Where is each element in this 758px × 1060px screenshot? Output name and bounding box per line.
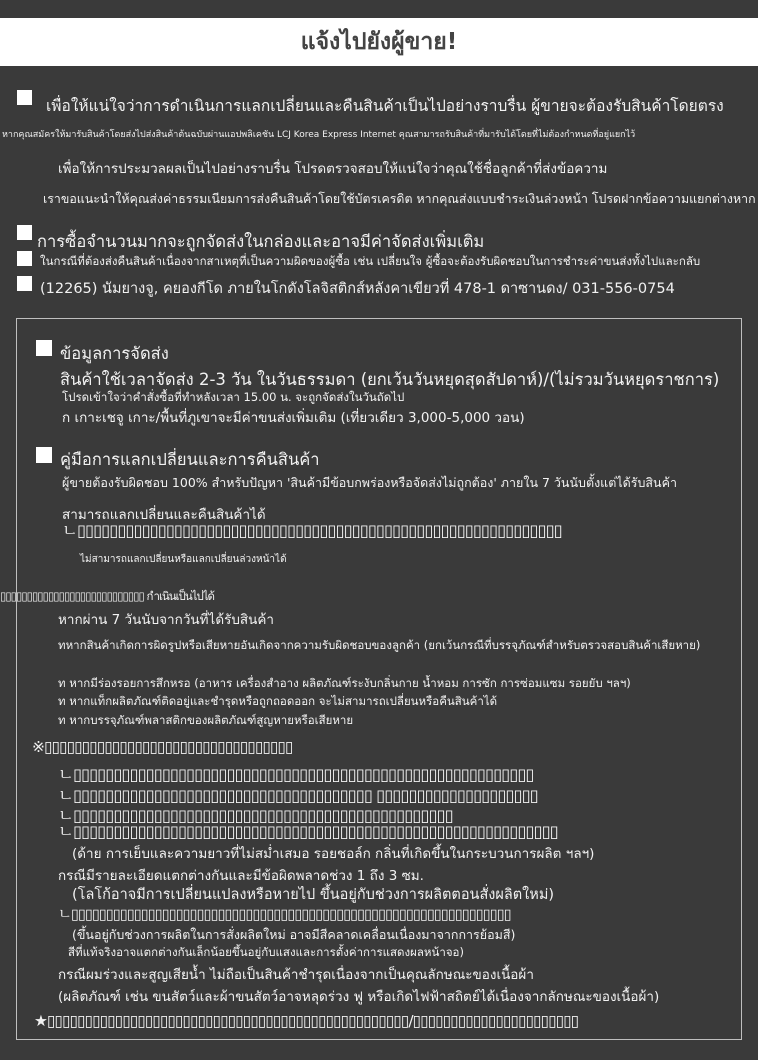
- notes-line: สีที่แท้จริงอาจแตกต่างกันเล็กน้อยขึ้นอยู่กับแสงและการตั้งค่าการแสดงผลหน้าจอ): [68, 945, 464, 959]
- shipping-line: โปรดเข้าใจว่าคำสั่งซื้อที่ทำหลังเวลา 15.00 น. จะถูกจัดส่งในวันถัดไป: [62, 390, 405, 404]
- notes-line: (โลโก้อาจมีการเปลี่ยนแปลงหรือหายไป ขึ้นอยู่กับช่วงการผลิตตอนสั่งผลิตใหม่): [72, 887, 555, 903]
- notice-line: เพื่อให้แน่ใจว่าการดำเนินการแลกเปลี่ยนและคืนสินค้าเป็นไปอย่างราบรื่น ผู้ขายจะต้องรับสินค้าโดยตรง: [46, 97, 724, 115]
- notice-line: เพื่อให้การประมวลผลเป็นไปอย่างราบรื่น โปรดตรวจสอบให้แน่ใจว่าคุณใช้ชื่อลูกค้าที่ส่งข้อความ: [58, 161, 608, 177]
- notes-line: ※▯▯▯▯▯▯▯▯▯▯▯▯▯▯▯▯▯▯▯▯▯▯▯▯▯▯▯▯▯▯▯▯▯: [32, 738, 293, 756]
- notes-line: กรณีมีรายละเอียดแตกต่างกันและมีข้อผิดพลาดช่วง 1 ถึง 3 ซม.: [58, 868, 424, 884]
- checkbox-square-icon: [17, 251, 32, 266]
- header-banner: [0, 18, 758, 66]
- return-address: (12265) นัมยางจู, คยองกีโด ภายในโกดังโลจิสติกส์หลังคาเขียวที่ 478-1 ดาซานดง/ 031-556-0754: [40, 281, 675, 297]
- checkbox-square-icon: [17, 276, 32, 291]
- exchange-line: หากผ่าน 7 วันนับจากวันที่ได้รับสินค้า: [58, 612, 274, 628]
- notes-line: ㄴ▯▯▯▯▯▯▯▯▯▯▯▯▯▯▯▯▯▯▯▯▯▯▯▯▯▯▯▯▯▯▯▯▯▯▯▯▯▯▯▯▯▯▯▯▯▯▯▯▯▯▯▯▯▯▯▯▯▯▯▯▯▯▯: [58, 907, 511, 923]
- exchange-line: ทหากสินค้าเกิดการผิดรูปหรือเสียหายอันเกิดจากความรับผิดชอบของลูกค้า (ยกเว้นกรณีที่บรรจุภัณฑ์สำหรับตรวจสอบสินค้าเสียหาย): [58, 638, 701, 652]
- notes-line: ㄴ▯▯▯▯▯▯▯▯▯▯▯▯▯▯▯▯▯▯▯▯▯▯▯▯▯▯▯▯▯▯▯▯▯▯▯▯▯▯▯▯▯▯▯▯▯▯▯: [58, 806, 453, 825]
- notice-line: การซื้อจำนวนมากจะถูกจัดส่งในกล่องและอาจมีค่าจัดส่งเพิ่มเติม: [37, 232, 485, 251]
- notes-line: ㄴ▯▯▯▯▯▯▯▯▯▯▯▯▯▯▯▯▯▯▯▯▯▯▯▯▯▯▯▯▯▯▯▯▯▯▯▯▯ ▯▯▯▯▯▯▯▯▯▯▯▯▯▯▯▯▯▯▯▯: [58, 786, 538, 805]
- exchange-line: ท หากแท็กผลิตภัณฑ์ติดอยู่และชำรุดหรือถูกถอดออก จะไม่สามารถเปลี่ยนหรือคืนสินค้าได้: [58, 694, 498, 708]
- checkbox-square-icon: [36, 447, 52, 463]
- exchange-line: สามารถแลกเปลี่ยนและคืนสินค้าได้: [62, 507, 266, 523]
- shipping-heading: ข้อมูลการจัดส่ง: [60, 344, 169, 363]
- notes-line: ㄴ▯▯▯▯▯▯▯▯▯▯▯▯▯▯▯▯▯▯▯▯▯▯▯▯▯▯▯▯▯▯▯▯▯▯▯▯▯▯▯▯▯▯▯▯▯▯▯▯▯▯▯▯▯▯▯▯▯▯▯▯: [58, 822, 558, 841]
- notes-line: (ขึ้นอยู่กับช่วงการผลิตในการสั่งผลิตใหม่ อาจมีสีคลาดเคลื่อนเนื่องมาจากการย้อมสี): [72, 927, 516, 942]
- notes-line: (ด้าย การเย็บและความยาวที่ไม่สม่ำเสมอ รอยชอล์ก กลิ่นที่เกิดขึ้นในกระบวนการผลิต ฯลฯ): [72, 846, 595, 862]
- notes-line: ㄴ▯▯▯▯▯▯▯▯▯▯▯▯▯▯▯▯▯▯▯▯▯▯▯▯▯▯▯▯▯▯▯▯▯▯▯▯▯▯▯▯▯▯▯▯▯▯▯▯▯▯▯▯▯▯▯▯▯: [58, 765, 534, 784]
- page-title: แจ้งไปยังผู้ขาย!: [300, 29, 458, 55]
- exchange-line: ท หากมีร่องรอยการสึกหรอ (อาหาร เครื่องสำอาง ผลิตภัณฑ์ระงับกลิ่นกาย น้ำหอม การซัก การซ่อมแซม รอยยับ ฯลฯ): [58, 676, 631, 690]
- notice-line: เราขอแนะนำให้คุณส่งค่าธรรมเนียมการส่งคืนสินค้าโดยใช้บัตรเครดิต หากคุณส่งแบบชำระเงินล่วงหน้า โปรดฝากข้อความแยกต่างหาก: [43, 191, 756, 206]
- exchange-line: ผู้ขายต้องรับผิดชอบ 100% สำหรับปัญหา 'สินค้ามีข้อบกพร่องหรือจัดส่งไม่ถูกต้อง' ภายใน 7 วันนับตั้งแต่ได้รับสินค้า: [62, 475, 677, 490]
- exchange-heading: คู่มือการแลกเปลี่ยนและการคืนสินค้า: [60, 450, 320, 469]
- shipping-line: สินค้าใช้เวลาจัดส่ง 2-3 วัน ในวันธรรมดา (ยกเว้นวันหยุดสุดสัปดาห์)/(ไม่รวมวันหยุดราชการ): [60, 370, 720, 389]
- shipping-line: ก เกาะเชจู เกาะ/พื้นที่ภูเขาจะมีค่าขนส่งเพิ่มเติม (เที่ยวเดียว 3,000-5,000 วอน): [62, 410, 525, 426]
- checkbox-square-icon: [36, 340, 52, 356]
- notes-line: ★▯▯▯▯▯▯▯▯▯▯▯▯▯▯▯▯▯▯▯▯▯▯▯▯▯▯▯▯▯▯▯▯▯▯▯▯▯▯▯▯▯▯▯▯▯▯▯▯/▯▯▯▯▯▯▯▯▯▯▯▯▯▯▯▯▯▯▯▯▯▯: [34, 1012, 579, 1030]
- notice-line: หากคุณสมัครให้มารับสินค้าโดยส่งไปส่งสินค้าต้นฉบับผ่านแอปพลิเคชัน LCJ Korea Express Internet คุณสามารถรับสินค้าที่มารับได้โดยที่ไม่ต้องกำหนดที่อยู่แยกไว้: [2, 130, 636, 140]
- exchange-line: ▯▯▯▯▯▯▯▯▯▯▯▯▯▯▯▯▯▯▯▯▯▯▯▯▯▯▯ กำเนินเป็นไปได้: [0, 589, 215, 603]
- notice-line: ในกรณีที่ต้องส่งคืนสินค้าเนื่องจากสาเหตุที่เป็นความผิดของผู้ซื้อ เช่น เปลี่ยนใจ ผู้ซื้อจะต้องรับผิดชอบในการชำระค่าขนส่งทั้งไปและกลับ: [40, 254, 701, 268]
- exchange-line: ㄴ▯▯▯▯▯▯▯▯▯▯▯▯▯▯▯▯▯▯▯▯▯▯▯▯▯▯▯▯▯▯▯▯▯▯▯▯▯▯▯▯▯▯▯▯▯▯▯▯▯▯▯▯▯▯▯▯▯▯▯▯: [62, 521, 562, 540]
- checkbox-square-icon: [17, 90, 32, 105]
- exchange-line: ท หากบรรจุภัณฑ์พลาสติกของผลิตภัณฑ์สูญหายหรือเสียหาย: [58, 713, 354, 727]
- exchange-line: ไม่สามารถแลกเปลี่ยนหรือแลกเปลี่ยนล่วงหน้าได้: [80, 554, 287, 565]
- notes-line: กรณีผมร่วงและสูญเสียน้ำ ไม่ถือเป็นสินค้าชำรุดเนื่องจากเป็นคุณลักษณะของเนื้อผ้า: [58, 967, 534, 983]
- notes-line: (ผลิตภัณฑ์ เช่น ขนสัตว์และผ้าขนสัตว์อาจหลุดร่วง ฟู หรือเกิดไฟฟ้าสถิตย์ได้เนื่องจากลักษณะของเนื้อผ้า): [58, 989, 660, 1005]
- checkbox-square-icon: [17, 225, 32, 240]
